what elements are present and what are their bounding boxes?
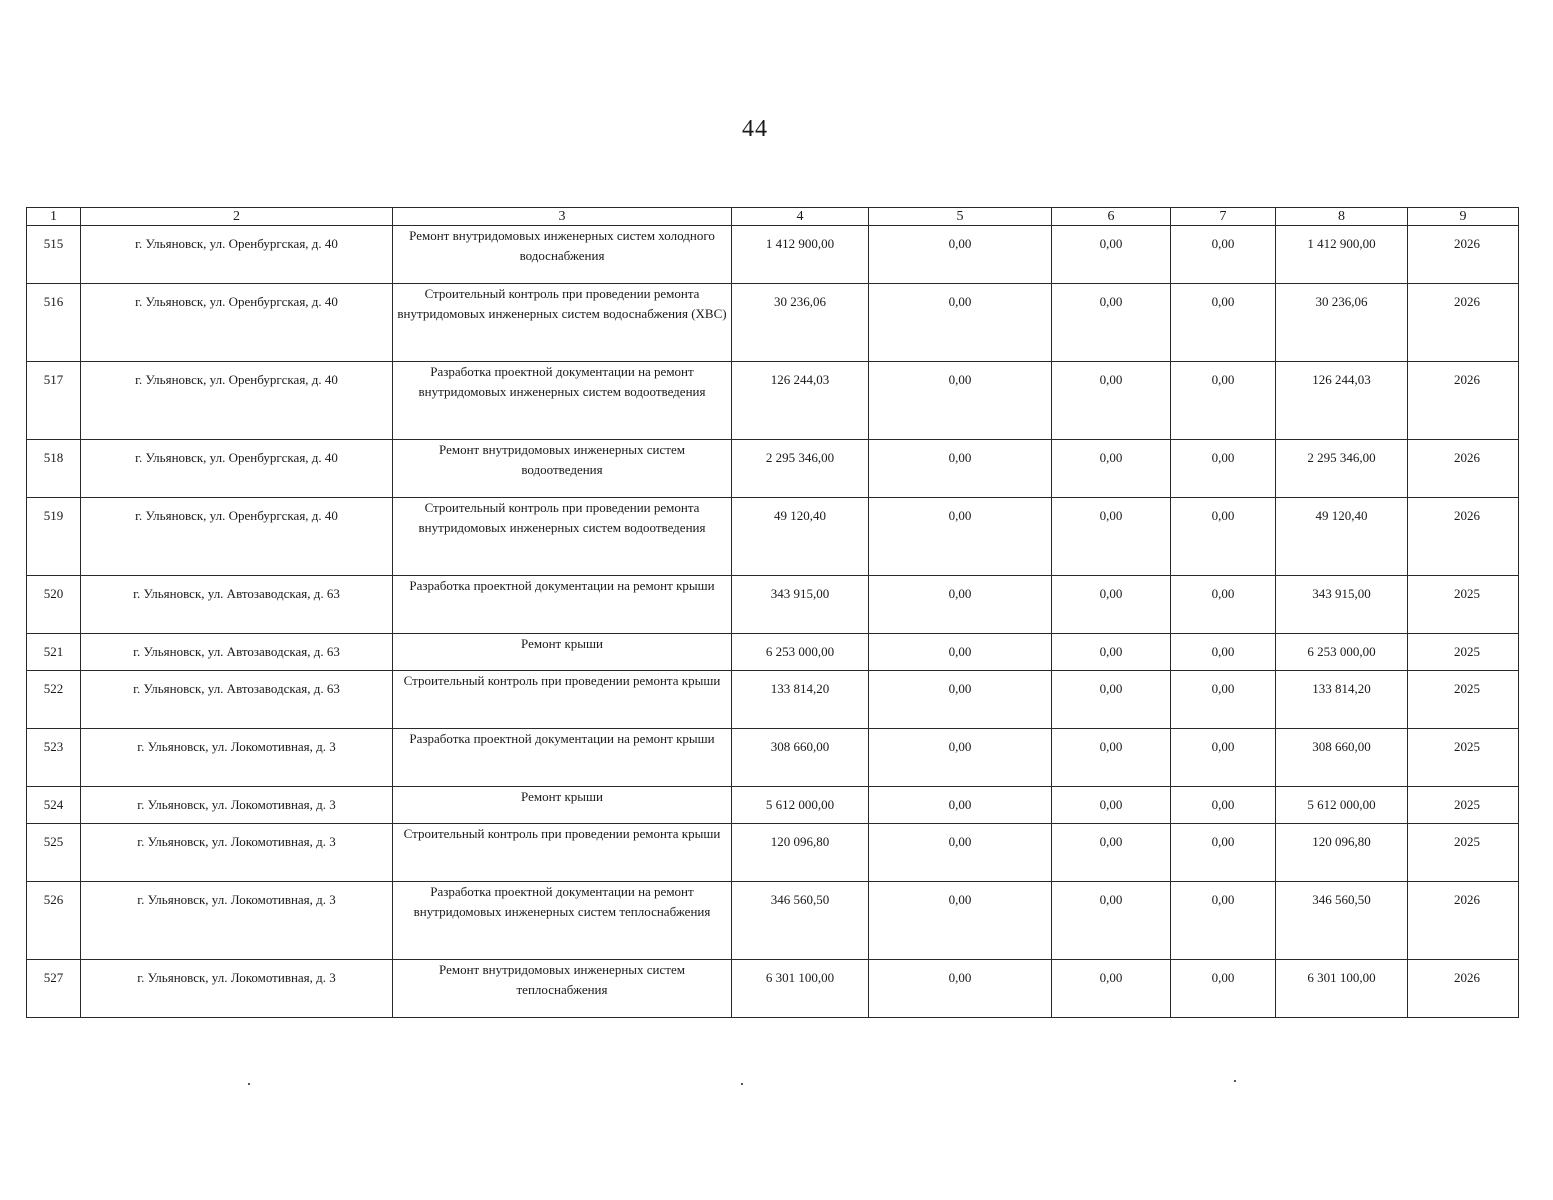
column-header: 2 <box>81 208 393 226</box>
year-cell: 2025 <box>1408 787 1519 824</box>
total-cost-cell: 133 814,20 <box>732 671 869 729</box>
column-6-cell: 0,00 <box>1052 284 1171 362</box>
year-cell: 2025 <box>1408 729 1519 787</box>
row-number-cell: 517 <box>27 362 81 440</box>
address-cell: г. Ульяновск, ул. Локомотивная, д. 3 <box>81 824 393 882</box>
column-header: 6 <box>1052 208 1171 226</box>
table-row <box>27 882 1519 960</box>
column-6-cell: 0,00 <box>1052 960 1171 1018</box>
table-row <box>27 671 1519 729</box>
work-type-cell: Ремонт внутридомовых инженерных систем водоотведения <box>393 440 732 498</box>
work-type-cell: Разработка проектной документации на ремонт крыши <box>393 729 732 787</box>
column-6-cell: 0,00 <box>1052 498 1171 576</box>
total-cost-cell: 343 915,00 <box>732 576 869 634</box>
total-cost-cell: 5 612 000,00 <box>732 787 869 824</box>
year-cell: 2026 <box>1408 440 1519 498</box>
column-header: 9 <box>1408 208 1519 226</box>
total-cost-cell: 308 660,00 <box>732 729 869 787</box>
total-cost-cell: 6 253 000,00 <box>732 634 869 671</box>
column-8-cell: 6 253 000,00 <box>1276 634 1408 671</box>
address-cell: г. Ульяновск, ул. Автозаводская, д. 63 <box>81 576 393 634</box>
address-cell: г. Ульяновск, ул. Оренбургская, д. 40 <box>81 284 393 362</box>
total-cost-cell: 6 301 100,00 <box>732 960 869 1018</box>
year-cell: 2025 <box>1408 634 1519 671</box>
address-cell: г. Ульяновск, ул. Локомотивная, д. 3 <box>81 960 393 1018</box>
column-header: 3 <box>393 208 732 226</box>
row-number-cell: 519 <box>27 498 81 576</box>
work-type-cell: Разработка проектной документации на ремонт внутридомовых инженерных систем водоотведения <box>393 362 732 440</box>
year-cell: 2026 <box>1408 960 1519 1018</box>
row-number-cell: 525 <box>27 824 81 882</box>
column-6-cell: 0,00 <box>1052 824 1171 882</box>
table-row <box>27 576 1519 634</box>
work-type-cell: Строительный контроль при проведении ремонта внутридомовых инженерных систем водоотведения <box>393 498 732 576</box>
column-header: 4 <box>732 208 869 226</box>
year-cell: 2026 <box>1408 498 1519 576</box>
column-7-cell: 0,00 <box>1171 671 1276 729</box>
table-row <box>27 960 1519 1018</box>
scan-speck <box>1234 1080 1236 1082</box>
work-type-cell: Ремонт внутридомовых инженерных систем холодного водоснабжения <box>393 226 732 284</box>
address-cell: г. Ульяновск, ул. Автозаводская, д. 63 <box>81 634 393 671</box>
address-cell: г. Ульяновск, ул. Оренбургская, д. 40 <box>81 440 393 498</box>
total-cost-cell: 120 096,80 <box>732 824 869 882</box>
column-8-cell: 49 120,40 <box>1276 498 1408 576</box>
work-type-cell: Строительный контроль при проведении ремонта крыши <box>393 671 732 729</box>
column-header: 7 <box>1171 208 1276 226</box>
row-number-cell: 520 <box>27 576 81 634</box>
column-6-cell: 0,00 <box>1052 440 1171 498</box>
work-type-cell: Ремонт внутридомовых инженерных систем теплоснабжения <box>393 960 732 1018</box>
column-8-cell: 5 612 000,00 <box>1276 787 1408 824</box>
column-5-cell: 0,00 <box>869 787 1052 824</box>
year-cell: 2026 <box>1408 882 1519 960</box>
repair-schedule-table <box>26 207 1519 1018</box>
column-6-cell: 0,00 <box>1052 362 1171 440</box>
column-7-cell: 0,00 <box>1171 284 1276 362</box>
table-row <box>27 729 1519 787</box>
address-cell: г. Ульяновск, ул. Локомотивная, д. 3 <box>81 882 393 960</box>
table-row <box>27 824 1519 882</box>
work-type-cell: Ремонт крыши <box>393 634 732 671</box>
column-8-cell: 120 096,80 <box>1276 824 1408 882</box>
work-type-cell: Ремонт крыши <box>393 787 732 824</box>
column-5-cell: 0,00 <box>869 226 1052 284</box>
column-7-cell: 0,00 <box>1171 440 1276 498</box>
total-cost-cell: 346 560,50 <box>732 882 869 960</box>
column-7-cell: 0,00 <box>1171 576 1276 634</box>
column-6-cell: 0,00 <box>1052 882 1171 960</box>
row-number-cell: 518 <box>27 440 81 498</box>
column-7-cell: 0,00 <box>1171 824 1276 882</box>
column-6-cell: 0,00 <box>1052 576 1171 634</box>
total-cost-cell: 126 244,03 <box>732 362 869 440</box>
column-8-cell: 6 301 100,00 <box>1276 960 1408 1018</box>
address-cell: г. Ульяновск, ул. Оренбургская, д. 40 <box>81 498 393 576</box>
scan-speck <box>248 1083 250 1085</box>
work-type-cell: Строительный контроль при проведении ремонта внутридомовых инженерных систем водоснабжения (ХВС) <box>393 284 732 362</box>
column-8-cell: 126 244,03 <box>1276 362 1408 440</box>
table-row <box>27 362 1519 440</box>
work-type-cell: Строительный контроль при проведении ремонта крыши <box>393 824 732 882</box>
column-8-cell: 133 814,20 <box>1276 671 1408 729</box>
total-cost-cell: 1 412 900,00 <box>732 226 869 284</box>
column-5-cell: 0,00 <box>869 824 1052 882</box>
total-cost-cell: 30 236,06 <box>732 284 869 362</box>
table-row <box>27 284 1519 362</box>
address-cell: г. Ульяновск, ул. Локомотивная, д. 3 <box>81 729 393 787</box>
column-header: 8 <box>1276 208 1408 226</box>
total-cost-cell: 49 120,40 <box>732 498 869 576</box>
column-6-cell: 0,00 <box>1052 729 1171 787</box>
column-8-cell: 308 660,00 <box>1276 729 1408 787</box>
column-7-cell: 0,00 <box>1171 634 1276 671</box>
column-7-cell: 0,00 <box>1171 362 1276 440</box>
year-cell: 2025 <box>1408 576 1519 634</box>
row-number-cell: 524 <box>27 787 81 824</box>
column-6-cell: 0,00 <box>1052 226 1171 284</box>
year-cell: 2025 <box>1408 824 1519 882</box>
column-5-cell: 0,00 <box>869 671 1052 729</box>
column-6-cell: 0,00 <box>1052 634 1171 671</box>
table-row <box>27 787 1519 824</box>
column-5-cell: 0,00 <box>869 960 1052 1018</box>
address-cell: г. Ульяновск, ул. Автозаводская, д. 63 <box>81 671 393 729</box>
column-7-cell: 0,00 <box>1171 882 1276 960</box>
year-cell: 2026 <box>1408 362 1519 440</box>
column-5-cell: 0,00 <box>869 634 1052 671</box>
column-7-cell: 0,00 <box>1171 729 1276 787</box>
column-5-cell: 0,00 <box>869 440 1052 498</box>
column-8-cell: 1 412 900,00 <box>1276 226 1408 284</box>
work-type-cell: Разработка проектной документации на ремонт крыши <box>393 576 732 634</box>
table-row <box>27 226 1519 284</box>
column-7-cell: 0,00 <box>1171 960 1276 1018</box>
column-8-cell: 343 915,00 <box>1276 576 1408 634</box>
work-type-cell: Разработка проектной документации на ремонт внутридомовых инженерных систем теплоснабжения <box>393 882 732 960</box>
row-number-cell: 523 <box>27 729 81 787</box>
address-cell: г. Ульяновск, ул. Локомотивная, д. 3 <box>81 787 393 824</box>
column-7-cell: 0,00 <box>1171 787 1276 824</box>
column-8-cell: 2 295 346,00 <box>1276 440 1408 498</box>
address-cell: г. Ульяновск, ул. Оренбургская, д. 40 <box>81 362 393 440</box>
total-cost-cell: 2 295 346,00 <box>732 440 869 498</box>
year-cell: 2026 <box>1408 226 1519 284</box>
row-number-cell: 527 <box>27 960 81 1018</box>
row-number-cell: 521 <box>27 634 81 671</box>
row-number-cell: 516 <box>27 284 81 362</box>
scan-speck <box>741 1083 743 1085</box>
column-8-cell: 346 560,50 <box>1276 882 1408 960</box>
column-7-cell: 0,00 <box>1171 498 1276 576</box>
column-6-cell: 0,00 <box>1052 787 1171 824</box>
column-5-cell: 0,00 <box>869 729 1052 787</box>
column-5-cell: 0,00 <box>869 284 1052 362</box>
address-cell: г. Ульяновск, ул. Оренбургская, д. 40 <box>81 226 393 284</box>
page-number: 44 <box>742 116 768 142</box>
column-6-cell: 0,00 <box>1052 671 1171 729</box>
column-header: 1 <box>27 208 81 226</box>
column-5-cell: 0,00 <box>869 576 1052 634</box>
table-row <box>27 634 1519 671</box>
table-row <box>27 440 1519 498</box>
column-header: 5 <box>869 208 1052 226</box>
column-5-cell: 0,00 <box>869 362 1052 440</box>
column-5-cell: 0,00 <box>869 498 1052 576</box>
column-8-cell: 30 236,06 <box>1276 284 1408 362</box>
column-5-cell: 0,00 <box>869 882 1052 960</box>
row-number-cell: 515 <box>27 226 81 284</box>
table-body <box>27 226 1519 1018</box>
column-number-row <box>27 208 1519 226</box>
row-number-cell: 522 <box>27 671 81 729</box>
table-row <box>27 498 1519 576</box>
row-number-cell: 526 <box>27 882 81 960</box>
year-cell: 2026 <box>1408 284 1519 362</box>
column-7-cell: 0,00 <box>1171 226 1276 284</box>
year-cell: 2025 <box>1408 671 1519 729</box>
